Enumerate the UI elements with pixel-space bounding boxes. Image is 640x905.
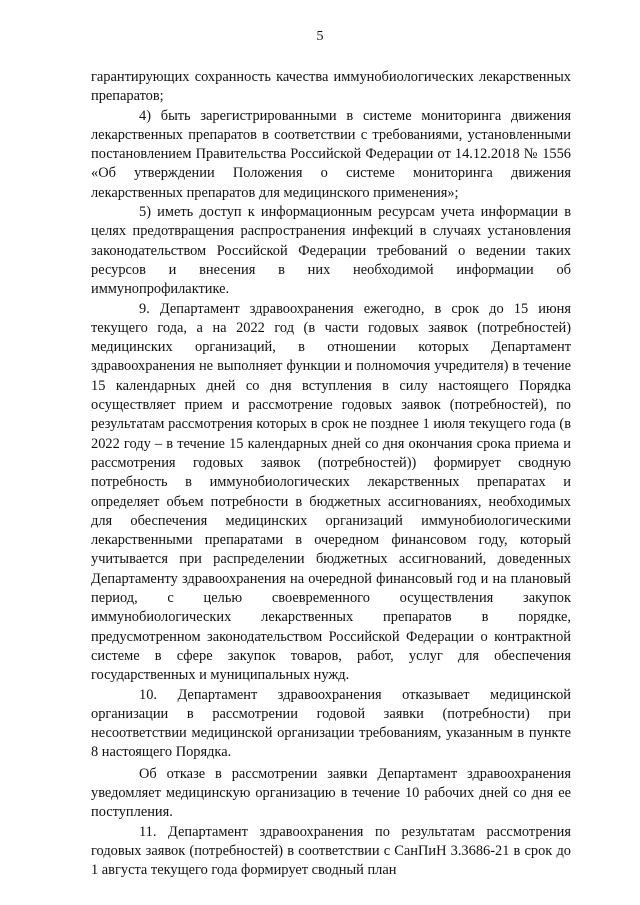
paragraph-item-5: 5) иметь доступ к информационным ресурсам учета информации в целях предотвращения распространения инфекций в случаях установления законодательством Российской Федерации требований о ведении таких ресурсов и внесения в них необходимой информации об иммунопрофилактике. xyxy=(91,204,571,298)
paragraph-refusal-notice: Об отказе в рассмотрении заявки Департамент здравоохранения уведомляет медицинскую организацию в течение 10 рабочих дней со дня ее поступления. xyxy=(91,765,571,821)
document-body xyxy=(91,68,571,880)
paragraph-item-4: 4) быть зарегистрированными в системе мониторинга движения лекарственных препаратов в соответствии с требованиями, установленными постановлением Правительства Российской Федерации от 14.12.2018 № 1556 «Об утверждении Положения о системе мониторинга движения лекарственных препаратов для медицинского применения»; xyxy=(91,107,571,201)
page-number: 5 xyxy=(316,29,324,44)
paragraph-continuation: гарантирующих сохранность качества иммунобиологических лекарственных препаратов; xyxy=(91,69,571,105)
paragraph-clause-9: 9. Департамент здравоохранения ежегодно, в срок до 15 июня текущего года, а на 2022 год (в части годовых заявок (потребностей) медицинских организаций, в отношении которых Департамент здравоохранения не выполняет функции и полномочия учредителя) в течение 15 календарных дней со дня вступления в силу настоящего Порядка осуществляет прием и рассмотрение годовых заявок (потребностей), по результатам рассмотрения которых в срок не позднее 1 июля текущего года (в 2022 году – в течение 15 календарных дней со дня окончания срока приема и рассмотрения годовых заявок (потребностей)) формирует сводную потребность в иммунобиологических лекарственных препаратах и определяет объем потребности в бюджетных ассигнованиях, необходимых для обеспечения медицинских организаций иммунобиологическими лекарственными препаратами в очередном финансовом году, который учитывается при распределении бюджетных ассигнований, доведенных Департаменту здравоохранения на очередной финансовый год и на плановый период, с целью своевременного осуществления закупок иммунобиологических лекарственных препаратов в порядке, предусмотренном законодательством Российской Федерации о контрактной системе в сфере закупок товаров, работ, услуг для обеспечения государственных и муниципальных нужд. xyxy=(91,300,571,684)
paragraph-clause-11: 11. Департамент здравоохранения по результатам рассмотрения годовых заявок (потребностей) в соответствии с СанПиН 3.3686-21 в срок до 1 августа текущего года формирует сводный план xyxy=(91,823,571,879)
paragraph-clause-10: 10. Департамент здравоохранения отказывает медицинской организации в рассмотрении годовой заявки (потребности) при несоответствии медицинской организации требованиям, указанным в пункте 8 настоящего Порядка. xyxy=(91,686,571,761)
